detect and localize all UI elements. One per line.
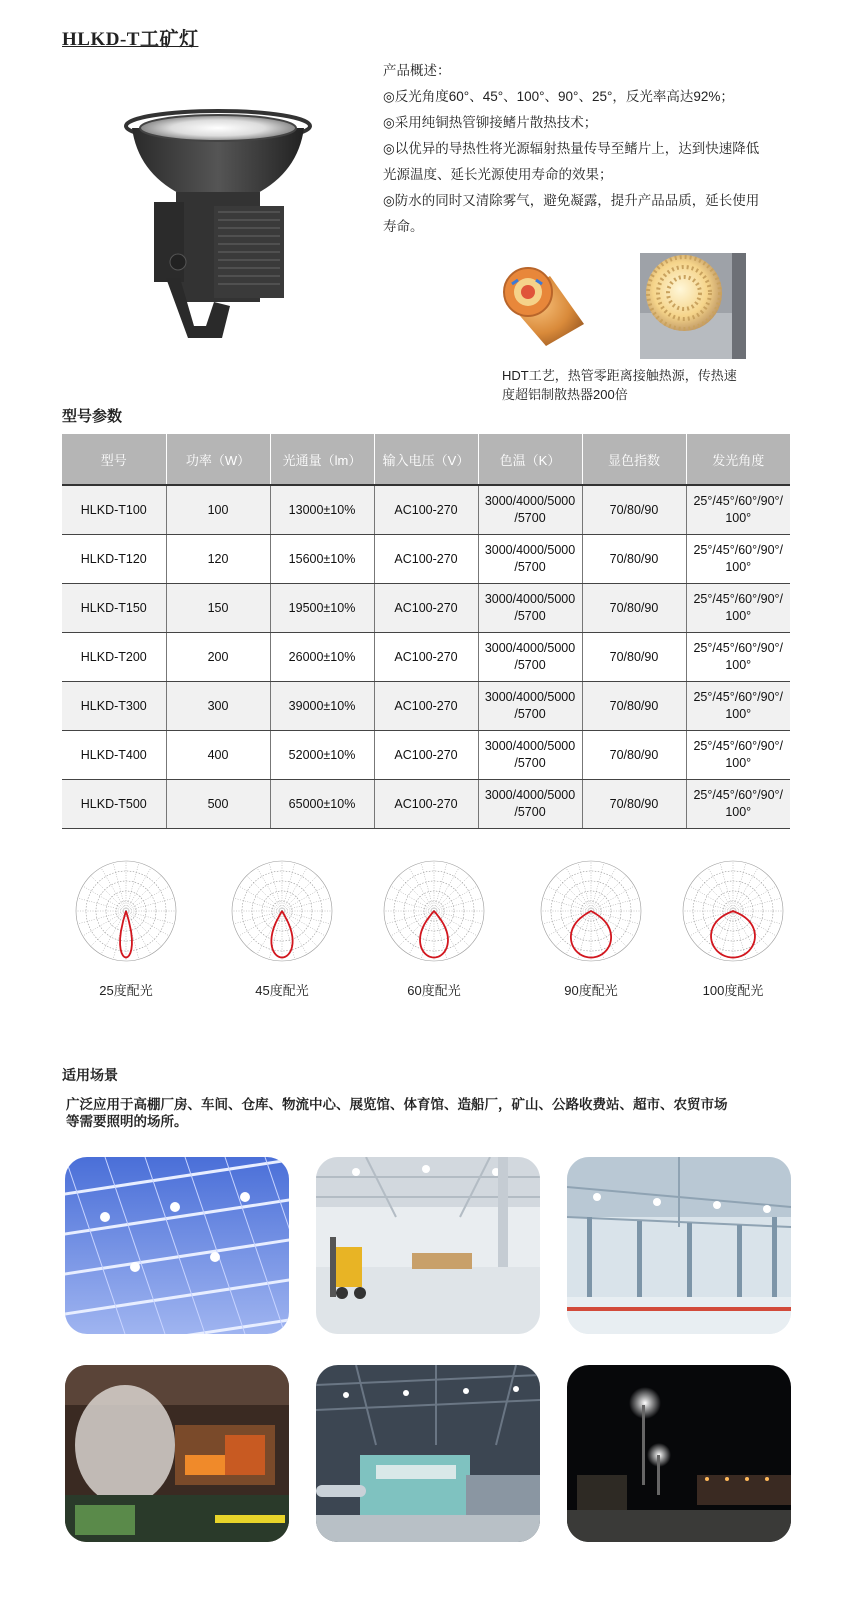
product-image-high-bay-light (118, 102, 318, 342)
polar-grid-spoke (247, 876, 282, 911)
cell-angle (686, 485, 790, 535)
polar-grid-spoke (83, 886, 126, 911)
cell-model: HLKD-T200 (62, 633, 166, 682)
header-voltage: 输入电压（V） (374, 434, 478, 485)
cell-model: HLKD-T400 (62, 731, 166, 780)
overview-line: ◎以优异的导热性将光源辐射热量传导至鳍片上，达到快速降低 (383, 141, 760, 156)
cell-flux: 39000±10% (270, 682, 374, 731)
cct-line: /5700 (514, 658, 546, 672)
cell-power: 100 (166, 485, 270, 535)
cell-cct (478, 535, 582, 584)
polar-grid-spoke (434, 876, 469, 911)
cell-model: HLKD-T100 (62, 485, 166, 535)
cell-cct (478, 731, 582, 780)
polar-grid-spoke (434, 911, 477, 936)
table-row (62, 535, 790, 584)
cell-cri: 70/80/90 (582, 584, 686, 633)
polar-grid-spoke (126, 868, 151, 911)
polar-grid-spoke (399, 876, 434, 911)
cct-line: /5700 (514, 756, 546, 770)
polar-label-45: 45度配光 (255, 983, 309, 998)
cell-flux: 52000±10% (270, 731, 374, 780)
polar-grid-spoke (690, 886, 733, 911)
cell-flux: 19500±10% (270, 584, 374, 633)
cell-flux: 13000±10% (270, 485, 374, 535)
polar-grid-spoke (282, 886, 325, 911)
cell-angle (686, 633, 790, 682)
cct-line: 3000/4000/5000 (484, 592, 576, 606)
table-row (62, 485, 790, 535)
polar-label-90: 90度配光 (564, 983, 618, 998)
polar-grid-spoke (234, 898, 282, 911)
cell-cri: 70/80/90 (582, 731, 686, 780)
polar-grid-spoke (391, 911, 434, 936)
polar-grid-spoke (409, 868, 434, 911)
polar-grid-spoke (269, 911, 282, 959)
cell-cri: 70/80/90 (582, 633, 686, 682)
angle-line: 25°/45°/60°/90°/ (693, 543, 783, 557)
cct-line: 3000/4000/5000 (484, 739, 576, 753)
model-params-heading: 型号参数 (62, 408, 123, 425)
polar-grid-spoke (78, 911, 126, 924)
cct-line: /5700 (514, 511, 546, 525)
table-header-row (62, 434, 790, 485)
led-module-image (640, 253, 746, 359)
cell-power: 500 (166, 780, 270, 829)
angle-line: 100° (725, 805, 752, 819)
cell-angle (686, 535, 790, 584)
cell-cri: 70/80/90 (582, 682, 686, 731)
cell-model: HLKD-T500 (62, 780, 166, 829)
cell-cct (478, 485, 582, 535)
overview-line: 寿命。 (383, 219, 424, 234)
angle-line: 25°/45°/60°/90°/ (693, 788, 783, 802)
cell-model: HLKD-T150 (62, 584, 166, 633)
polar-grid-spoke (101, 868, 126, 911)
cell-power: 200 (166, 633, 270, 682)
polar-label-25: 25度配光 (99, 983, 153, 998)
application-text-line: 等需要照明的场所。 (66, 1114, 188, 1129)
polar-grid-spoke (434, 868, 459, 911)
cct-line: /5700 (514, 609, 546, 623)
angle-line: 25°/45°/60°/90°/ (693, 690, 783, 704)
polar-grid-spoke (282, 876, 317, 911)
polar-diagram-90 (538, 858, 644, 964)
polar-grid-spoke (386, 898, 434, 911)
cell-power: 400 (166, 731, 270, 780)
table-row (62, 731, 790, 780)
polar-diagram-25 (73, 858, 179, 964)
polar-grid-spoke (566, 868, 591, 911)
header-power: 功率（W） (166, 434, 270, 485)
cct-line: 3000/4000/5000 (484, 690, 576, 704)
cell-flux: 15600±10% (270, 535, 374, 584)
polar-grid-spoke (543, 898, 591, 911)
polar-grid-spoke (126, 886, 169, 911)
cell-power: 300 (166, 682, 270, 731)
angle-line: 100° (725, 609, 752, 623)
cct-line: /5700 (514, 560, 546, 574)
angle-line: 25°/45°/60°/90°/ (693, 494, 783, 508)
polar-grid-spoke (126, 876, 161, 911)
cell-cct (478, 682, 582, 731)
angle-line: 25°/45°/60°/90°/ (693, 592, 783, 606)
application-text-line: 广泛应用于高棚厂房、车间、仓库、物流中心、展览馆、体育馆、造船厂，矿山、公路收费站、超市、农贸市场 (66, 1097, 728, 1112)
cell-angle (686, 682, 790, 731)
cell-power: 150 (166, 584, 270, 633)
cell-cct (478, 780, 582, 829)
cell-voltage: AC100-270 (374, 584, 478, 633)
hdt-caption (502, 366, 792, 404)
polar-grid-spoke (708, 868, 733, 911)
application-text (66, 1096, 796, 1130)
polar-grid-spoke (591, 868, 616, 911)
polar-grid-spoke (101, 911, 126, 954)
cct-line: /5700 (514, 707, 546, 721)
angle-line: 25°/45°/60°/90°/ (693, 739, 783, 753)
cell-angle (686, 780, 790, 829)
header-angle: 发光角度 (686, 434, 790, 485)
polar-grid-spoke (234, 911, 282, 924)
overview-heading: 产品概述： (383, 63, 451, 78)
polar-grid-spoke (720, 911, 733, 959)
angle-line: 100° (725, 560, 752, 574)
polar-grid-spoke (391, 886, 434, 911)
cct-line: 3000/4000/5000 (484, 543, 576, 557)
polar-grid-spoke (83, 911, 126, 936)
scene-industrial-plant (316, 1365, 540, 1542)
polar-grid-spoke (685, 911, 733, 924)
overview-line: ◎采用纯铜热管铆接鳍片散热技术； (383, 115, 598, 130)
table-row (62, 780, 790, 829)
polar-diagram-100 (680, 858, 786, 964)
overview-line: ◎反光角度60°、45°、100°、90°、25°，反光率高达92%； (383, 89, 734, 104)
polar-grid-spoke (591, 911, 616, 954)
cct-line: 3000/4000/5000 (484, 494, 576, 508)
cell-model: HLKD-T300 (62, 682, 166, 731)
polar-grid-spoke (282, 868, 307, 911)
table-row (62, 633, 790, 682)
cell-voltage: AC100-270 (374, 731, 478, 780)
spec-table (62, 434, 790, 829)
polar-grid-spoke (591, 876, 626, 911)
cell-power: 120 (166, 535, 270, 584)
application-heading: 适用场景 (62, 1067, 118, 1083)
heat-pipe-image (498, 262, 590, 354)
polar-grid-spoke (548, 886, 591, 911)
polar-grid-spoke (733, 886, 776, 911)
cell-angle (686, 731, 790, 780)
polar-grid-spoke (282, 911, 317, 946)
scene-logistics-hall (567, 1157, 791, 1334)
polar-grid-spoke (566, 911, 591, 954)
polar-grid-spoke (733, 868, 758, 911)
scene-steel-truss-roof (65, 1157, 289, 1334)
cell-cri: 70/80/90 (582, 485, 686, 535)
overview-line: 光源温度、延长光源使用寿命的效果； (383, 167, 613, 182)
polar-grid-spoke (733, 911, 768, 946)
polar-grid-spoke (434, 886, 477, 911)
polar-grid-spoke (556, 876, 591, 911)
scene-steel-mill (65, 1365, 289, 1542)
cell-cri: 70/80/90 (582, 535, 686, 584)
angle-line: 100° (725, 658, 752, 672)
polar-diagram-60 (381, 858, 487, 964)
cell-angle (686, 584, 790, 633)
cell-cri: 70/80/90 (582, 780, 686, 829)
polar-grid-spoke (698, 911, 733, 946)
cell-cct (478, 584, 582, 633)
header-model: 型号 (62, 434, 166, 485)
header-flux: 光通量（lm） (270, 434, 374, 485)
polar-grid-spoke (257, 868, 282, 911)
angle-line: 100° (725, 707, 752, 721)
cell-voltage: AC100-270 (374, 535, 478, 584)
polar-grid-spoke (591, 886, 634, 911)
polar-grid-spoke (733, 911, 746, 959)
cct-line: /5700 (514, 805, 546, 819)
polar-label-60: 60度配光 (407, 983, 461, 998)
cell-voltage: AC100-270 (374, 682, 478, 731)
cell-voltage: AC100-270 (374, 485, 478, 535)
cell-cct (478, 633, 582, 682)
polar-grid-spoke (126, 911, 151, 954)
polar-grid-spoke (282, 911, 295, 959)
polar-diagram-45 (229, 858, 335, 964)
scene-night-port (567, 1365, 791, 1542)
header-cct: 色温（K） (478, 434, 582, 485)
polar-grid-spoke (239, 886, 282, 911)
page-title: HLKD-T工矿灯 (62, 29, 199, 50)
polar-label-100: 100度配光 (702, 983, 764, 998)
polar-grid-spoke (698, 876, 733, 911)
overview-line: ◎防水的同时又清除雾气，避免凝露，提升产品品质，延长使用 (383, 193, 760, 208)
polar-grid-spoke (91, 876, 126, 911)
cell-flux: 26000±10% (270, 633, 374, 682)
angle-line: 25°/45°/60°/90°/ (693, 641, 783, 655)
cct-line: 3000/4000/5000 (484, 641, 576, 655)
polar-grid-spoke (78, 898, 126, 911)
hdt-caption-line: HDT工艺，热管零距离接触热源，传热速 (502, 368, 737, 383)
polar-grid-spoke (685, 898, 733, 911)
table-row (62, 584, 790, 633)
polar-grid-spoke (543, 911, 591, 924)
header-cri: 显色指数 (582, 434, 686, 485)
angle-line: 100° (725, 756, 752, 770)
product-overview (383, 58, 793, 240)
cct-line: 3000/4000/5000 (484, 788, 576, 802)
cell-model: HLKD-T120 (62, 535, 166, 584)
polar-grid-spoke (126, 911, 169, 936)
cell-voltage: AC100-270 (374, 633, 478, 682)
angle-line: 100° (725, 511, 752, 525)
cell-flux: 65000±10% (270, 780, 374, 829)
cell-voltage: AC100-270 (374, 780, 478, 829)
table-row (62, 682, 790, 731)
scene-warehouse-forklift (316, 1157, 540, 1334)
polar-grid-spoke (733, 876, 768, 911)
polar-grid-spoke (247, 911, 282, 946)
hdt-caption-line: 度超铝制散热器200倍 (502, 387, 628, 402)
